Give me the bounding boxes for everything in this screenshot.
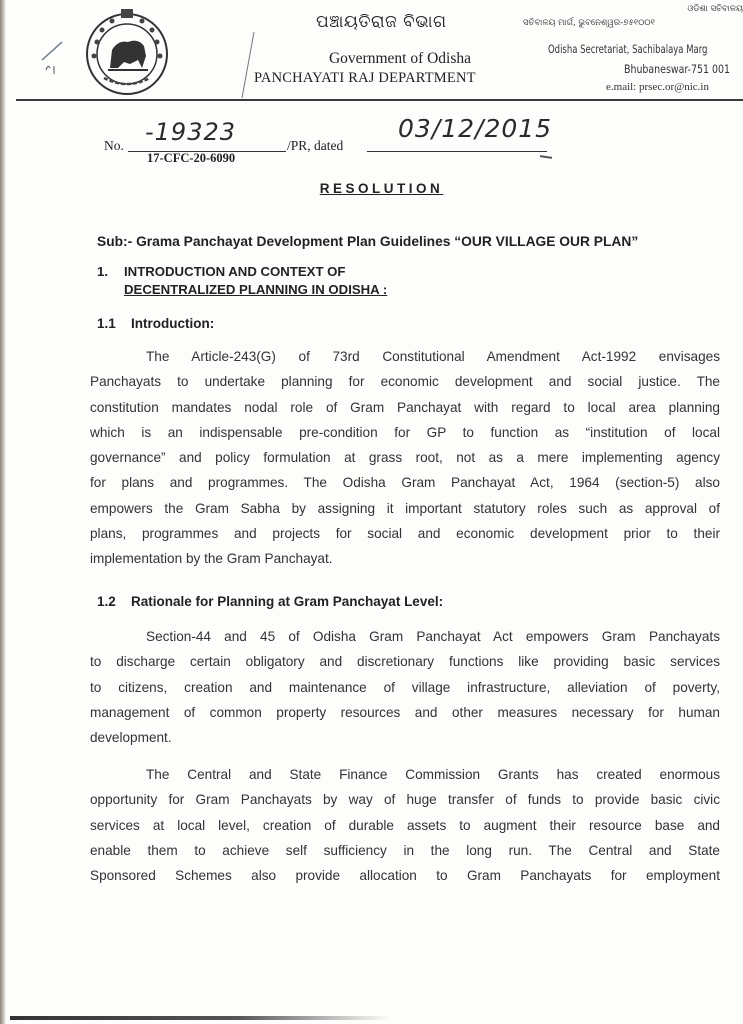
address-oriya-line-1: ଓଡିଶା ସଚିବାଳୟ [687, 4, 743, 14]
text-line: for plans and programmes. The Odisha Gram Panchayat Act, 1964 (section-5) also [90, 475, 720, 491]
section-title-line-2: DECENTRALIZED PLANNING IN ODISHA : [124, 282, 388, 297]
text-line: which is an indispensable pre-condition for GP to function as “institution of local [90, 424, 720, 440]
address-line-2: Bhubaneswar-751 001 [624, 62, 731, 76]
text-line: empowers the Gram Sabha by assigning it important statutory roles such as approval of [90, 500, 720, 516]
text-line: to discharge certain obligatory and discretionary functions like providing basic services [90, 654, 720, 670]
text-line: opportunity for Gram Panchayats by way of huge transfer of funds to provide basic civic [90, 792, 720, 808]
file-number: 17-CFC-20-6090 [147, 151, 236, 165]
odisha-emblem-icon [80, 6, 174, 98]
text-line: Section-44 and 45 of Odisha Gram Panchayat Act empowers Gram Panchayats [146, 629, 720, 644]
paragraph-introduction [90, 344, 720, 572]
text-line: constitution mandates nodal role of Gram Panchayat with regard to local area planning [90, 399, 720, 415]
department-name-oriya: ପଞ୍ଚାୟତିରାଜ ବିଭାଗ [316, 12, 447, 32]
scan-edge-bottom [10, 1016, 390, 1020]
text-line: to citizens, creation and maintenance of village infrastructure, alleviation of poverty, [90, 679, 720, 695]
subsection-title: Rationale for Planning at Gram Panchayat Level: [131, 594, 444, 609]
text-line: The Central and State Finance Commission Grants has created enormous [146, 767, 720, 782]
scan-edge [0, 0, 6, 1024]
pen-stroke-icon [238, 30, 258, 100]
date-underline [367, 151, 547, 152]
reference-date: 03/12/2015 [398, 114, 553, 143]
section-number: 1. [97, 264, 108, 279]
text-line: The Article-243(G) of 73rd Constitutional Amendment Act-1992 envisages [146, 349, 720, 364]
document-title [0, 180, 743, 198]
paragraph-rationale-2 [90, 762, 720, 888]
subject-line: Sub:- Grama Panchayat Development Plan Guidelines “OUR VILLAGE OUR PLAN” [97, 234, 639, 249]
pen-mark-icon [40, 36, 70, 76]
department-name: PANCHAYATI RAJ DEPARTMENT [254, 70, 476, 86]
subsection-number: 1.1 [97, 316, 116, 331]
address-line-1: Odisha Secretariat, Sachibalaya Marg [548, 42, 708, 56]
text-line: governance” and policy formulation at grass root, not as a mere implementing agency [90, 450, 720, 466]
text-line: development. [90, 730, 172, 746]
text-line: enable them to achieve self sufficiency in the long run. The Central and State [90, 842, 720, 858]
reference-number: -19323 [145, 118, 237, 146]
text-line: plans, programmes and projects for social and economic development prior to their [90, 526, 720, 542]
text-line: management of common property resources and other measures necessary for human [90, 704, 720, 720]
header-divider [16, 99, 743, 101]
date-mark [540, 155, 552, 159]
text-line: services at local level, creation of durable assets to augment their resource base and [90, 817, 720, 833]
pr-dated-label: /PR, dated [287, 138, 344, 153]
subsection-number: 1.2 [97, 594, 116, 609]
government-name: Government of Odisha [328, 50, 472, 67]
subsection-title: Introduction: [131, 316, 215, 331]
address-oriya-line-2: ସଚିବାଳୟ ମାର୍ଗ, ଭୁବନେଶ୍ୱର-୭୫୧୦୦୧ [523, 18, 655, 28]
text-line: Panchayats to undertake planning for economic development and social justice. The [90, 374, 720, 390]
paragraph-rationale-1 [90, 624, 720, 750]
title-text: RESOLUTION [319, 181, 444, 196]
number-label: No. [104, 138, 124, 153]
text-line: Sponsored Schemes also provide allocation to Gram Panchayats for employment [90, 868, 720, 884]
section-title-line-1: INTRODUCTION AND CONTEXT OF [124, 264, 346, 279]
text-line: implementation by the Gram Panchayat. [90, 551, 333, 567]
email-address: e.mail: prsec.or@nic.in [606, 81, 709, 93]
